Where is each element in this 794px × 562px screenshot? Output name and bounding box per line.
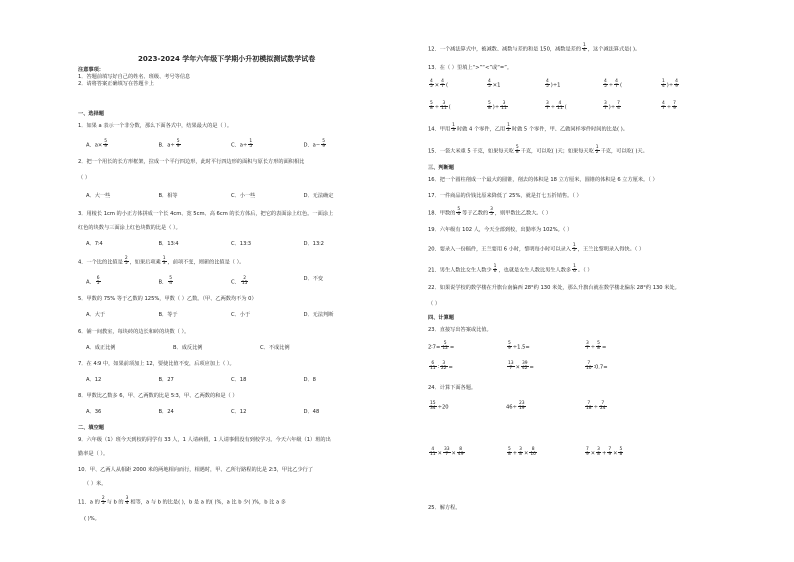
fraction: $\frac{6}{5}$: [96, 276, 100, 287]
q2-options: [86, 194, 376, 200]
q13-row1: [428, 80, 728, 90]
fraction: $\frac{1}{4}$: [583, 43, 586, 54]
fraction: $\frac{4}{5}$: [604, 79, 607, 90]
q6: 6．铺一间教室，每块砖的边长和砖的块数（ ）。: [78, 329, 190, 335]
q4-options: [86, 277, 376, 287]
expression: $\frac{5}{8}$ + $\frac{3}{8}$ × $\frac{8}{10}$: [508, 447, 536, 458]
expression: $\frac{4}{11}$ × $\frac{33}{7}$ × $\frac{8}{49}$: [430, 447, 464, 458]
expression: 46÷ $\frac{23}{19}$: [506, 401, 525, 412]
q5-options: [86, 313, 376, 319]
fraction: $\frac{5}{9}$: [176, 139, 180, 150]
note-2: 2．请将答案正确填写在答题卡上: [78, 81, 154, 87]
option-B[interactable]: B．24: [158, 409, 174, 415]
fraction: $\frac{2}{5}$: [101, 496, 105, 507]
fraction: $\frac{8}{10}$: [530, 447, 536, 458]
fraction: $\frac{7}{18}$: [586, 401, 592, 412]
q20: 20．要录入一份稿件，王兰要用 6 小时，黎明每小时可以录入 $\frac{1}{5}$ ，王兰比黎明录入得快。（ ）: [428, 243, 645, 254]
option-D[interactable]: D．无法判断: [303, 312, 334, 318]
fraction: $\frac{4}{11}$: [557, 101, 563, 112]
fraction: $\frac{15}{34}$: [430, 401, 436, 412]
q25: 25．解方程。: [428, 505, 461, 511]
expression: $\frac{5}{9}$ ÷1.5=: [508, 341, 530, 352]
expression: 2∶7= $\frac{5}{12}$ =: [428, 341, 455, 352]
q9-line2: 勤率是（ ）。: [78, 451, 109, 457]
fraction: $\frac{1}{3}$: [162, 256, 166, 267]
fraction: $\frac{5}{8}$: [488, 101, 491, 112]
option-A[interactable]: A．成正比例: [86, 345, 116, 351]
fraction: $\frac{1}{5}$: [572, 243, 576, 254]
option-A[interactable]: A．大于: [86, 312, 106, 318]
option-C[interactable]: C．12: [231, 409, 247, 415]
note-1: 1．答题前填写好自己的姓名、班级、考号等信息: [78, 74, 191, 80]
option-B[interactable]: B．等于: [158, 312, 178, 318]
section-fill: 二、填空题: [78, 425, 104, 431]
fraction: $\frac{7}{9}$: [586, 447, 589, 458]
fraction: $\frac{2}{15}$: [241, 276, 248, 287]
fraction: $\frac{23}{19}$: [518, 401, 525, 412]
q4: 4．一个比的比值是 $\frac{2}{5}$ ，如果后项乘 $\frac{1}{3}$ ，前项不变，则新的比值是（ ）。: [78, 256, 245, 267]
expression: $\frac{13}{7}$ × $\frac{39}{42}$ =: [508, 361, 534, 372]
expression: $\frac{5}{8}$ ÷ $\frac{3}{11}$ (: [430, 101, 451, 112]
fraction: $\frac{7}{9}$: [673, 101, 676, 112]
q22-line2: （ ）: [428, 301, 441, 307]
expression: $\frac{4}{5}$ × $\frac{4}{7}$ (: [430, 79, 448, 90]
q16: 16．把一个圆柱削成一个最大的圆锥，削去的体积是 18 立方厘米，圆锥的体积是 6 立方厘米。（ ）: [428, 177, 658, 183]
q5: 5．甲数的 75% 等于乙数的 125%，甲数（ ）乙数。（甲、乙两数均不为 0）: [78, 296, 257, 302]
q10-line1: 10．甲、乙两人从相距 2000 米的两地相向而行，相遇时，甲、乙所行路程的比是 2∶3，甲比乙少行了: [78, 467, 314, 473]
q19: 19．六年级有 102 人，今天全部到校，出勤率为 102%。（ ）: [428, 227, 573, 233]
q21: 21．男生人数比女生人数少 $\frac{1}{6}$ ，也就是女生人数比男生人数多 $\frac{1}{6}$ 。（ ）: [428, 264, 593, 275]
fraction: $\frac{8}{49}$: [457, 447, 464, 458]
fraction: $\frac{3}{7}$: [586, 341, 589, 352]
fraction: $\frac{5}{8}$: [515, 145, 519, 156]
section-judge: 三、判断题: [428, 165, 454, 171]
option-B[interactable]: B．13∶4: [158, 241, 179, 247]
fraction: $\frac{5}{9}$: [104, 139, 108, 150]
option-D[interactable]: D．不变: [303, 276, 324, 282]
fraction: $\frac{7}{10}$: [586, 361, 592, 372]
q8-options: [86, 410, 376, 416]
option-B[interactable]: B．相等: [158, 193, 178, 199]
fraction: $\frac{4}{7}$: [441, 79, 444, 90]
q2-line2: （ ）: [78, 175, 91, 181]
fraction: $\frac{4}{5}$: [546, 79, 549, 90]
option-C[interactable]: C．18: [231, 377, 247, 383]
fraction: $\frac{5}{9}$: [322, 139, 326, 150]
fraction: $\frac{5}{6}$: [457, 207, 461, 218]
expression: $\frac{6}{11}$ ∶ $\frac{3}{22}$ =: [430, 361, 453, 372]
fraction: $\frac{39}{42}$: [521, 361, 528, 372]
option-D[interactable]: D．13∶2: [303, 241, 324, 247]
fraction: $\frac{5}{9}$: [508, 341, 511, 352]
fraction: $\frac{4}{7}$: [662, 101, 665, 112]
fraction: $\frac{3}{7}$: [546, 101, 549, 112]
option-C[interactable]: C．13∶3: [231, 241, 252, 247]
fraction: $\frac{5}{12}$: [442, 341, 448, 352]
q1: 1．如果 a 表示一个非分数，那么下面各式中，结果最大的是（ ）。: [78, 123, 233, 129]
option-B[interactable]: B． $\frac{5}{4}$: [158, 276, 173, 287]
fraction: $\frac{3}{5}$: [490, 207, 493, 218]
expression: $\frac{4}{7}$ ÷ $\frac{7}{9}$: [662, 101, 676, 112]
option-A[interactable]: A．12: [86, 377, 102, 383]
q23-row2: [428, 362, 728, 372]
q22-line1: 22．如果说学校的数学楼在升旗台南偏西 28°约 130 米处，那么升旗台就在数学楼北偏东 28°约 130 米处。: [428, 285, 680, 291]
q11-line2: ( )%。: [84, 516, 100, 522]
fraction: $\frac{5}{4}$: [169, 276, 173, 287]
q2-line1: 2．把一个用长的长方形框架，拉成一个平行四边形，此时平行四边形的面积与原长方形的面积相比: [78, 159, 305, 165]
expression: $\frac{7}{10}$ ∶0.7=: [586, 361, 608, 372]
fraction: $\frac{5}{8}$: [430, 101, 433, 112]
q23-row1: [428, 342, 728, 352]
fraction: $\frac{3}{8}$: [597, 447, 600, 458]
fraction: $\frac{1}{4}$: [662, 79, 665, 90]
q9-line1: 9．六年级（1）班今天到校的同学有 33 人，1 人请病假，1 人请事假没有到校学习。今天六年级（1）班的出: [78, 437, 331, 443]
option-D[interactable]: D．a− $\frac{5}{9}$: [303, 139, 326, 150]
q6-options: [86, 346, 376, 352]
expression: $\frac{7}{18}$ ÷ $\frac{7}{24}$: [586, 401, 606, 412]
fraction: $\frac{1}{2}$: [595, 145, 599, 156]
option-A[interactable]: A．7∶4: [86, 241, 103, 247]
fraction: $\frac{3}{8}$: [519, 447, 522, 458]
expression: $\frac{7}{9}$ × $\frac{3}{8}$ + $\frac{7}{9}$ × $\frac{5}{8}$: [586, 447, 623, 458]
option-D[interactable]: D．48: [303, 409, 320, 415]
option-D[interactable]: D．无法确定: [303, 193, 334, 199]
option-A[interactable]: A．大一些: [86, 193, 111, 199]
option-B[interactable]: B．27: [158, 377, 174, 383]
fraction: $\frac{13}{7}$: [508, 361, 514, 372]
option-A[interactable]: A．a× $\frac{5}{9}$: [86, 139, 108, 150]
option-C[interactable]: C． $\frac{2}{15}$: [231, 276, 248, 287]
option-C[interactable]: C．a÷ $\frac{1}{5}$: [231, 139, 253, 150]
fraction: $\frac{3}{11}$: [501, 101, 507, 112]
expression: $\frac{4}{5}$ ×1: [488, 79, 501, 90]
fraction: $\frac{3}{22}$: [440, 361, 447, 372]
option-C[interactable]: C．不成比例: [260, 345, 290, 351]
q8: 8．甲数比乙数多 6，甲、乙两数的比是 5∶3，甲、乙两数的和是（ ）: [78, 393, 238, 399]
q3-line1: 3．用棱长 1cm 的小正方体拼成一个长 4cm、宽 5cm、高 6cm 的长方体后，把它的表面涂上红色。一面涂上: [78, 211, 334, 217]
expression: $\frac{3}{7}$ ÷ $\frac{5}{8}$ =: [586, 341, 607, 352]
fraction: $\frac{1}{3}$: [452, 123, 455, 134]
notes-heading: 注意事项：: [78, 67, 104, 73]
q24-row2: [428, 448, 728, 458]
option-B[interactable]: B．成反比例: [173, 345, 203, 351]
fraction: $\frac{5}{8}$: [597, 341, 600, 352]
q13-row2: [428, 102, 728, 112]
fraction: $\frac{5}{8}$: [619, 447, 623, 458]
fraction: $\frac{6}{11}$: [430, 361, 436, 372]
fraction: $\frac{7}{4}$: [617, 101, 620, 112]
option-B[interactable]: B．a÷ $\frac{5}{9}$: [158, 139, 180, 150]
fraction: $\frac{7}{24}$: [599, 401, 606, 412]
fraction: $\frac{3}{11}$: [441, 101, 447, 112]
q18: 18．甲数的 $\frac{5}{6}$ 等于乙数的 $\frac{3}{5}$ ，则甲数比乙数大。（ ）: [428, 207, 552, 218]
fraction: $\frac{1}{5}$: [249, 139, 253, 150]
fraction: $\frac{4}{7}$: [615, 79, 618, 90]
q1-options: [86, 140, 376, 150]
option-A[interactable]: A．36: [86, 409, 102, 415]
expression: $\frac{3}{7}$ )÷ $\frac{7}{4}$: [604, 101, 620, 112]
q24: 24．计算下面各题。: [428, 385, 477, 391]
fraction: $\frac{4}{9}$: [675, 79, 678, 90]
option-C[interactable]: C．小一些: [231, 193, 256, 199]
option-A[interactable]: A． $\frac{6}{5}$: [86, 276, 100, 287]
section-calc: 四、计算题: [428, 315, 454, 321]
fraction: $\frac{1}{6}$: [493, 264, 497, 275]
q23: 23．直接写出答案或比值。: [428, 327, 492, 333]
q3-options: [86, 242, 376, 248]
section-choice: 一、选择题: [78, 111, 104, 117]
q17: 17．一件商品的价钱比原来降低了 25%，就是打七五折销售。（ ）: [428, 193, 582, 199]
fraction: $\frac{7}{9}$: [608, 447, 612, 458]
fraction: $\frac{4}{5}$: [430, 79, 433, 90]
expression: $\frac{5}{8}$ )÷ $\frac{3}{11}$: [488, 101, 507, 112]
q12: 12．一个减法算式中，被减数、减数与差的和是 150，减数是差的 $\frac{1}{4}$ ，这个减法算式是( )。: [428, 43, 641, 54]
option-C[interactable]: C．小于: [231, 312, 251, 318]
fraction: $\frac{5}{8}$: [508, 447, 511, 458]
q15: 15．一袋大米重 5 千克，如果每天吃 $\frac{5}{8}$ 千克，可以吃( )天；如果每天吃 $\frac{1}{2}$ 千克，可以吃( )天。: [428, 145, 648, 156]
q14: 14．甲用 $\frac{1}{3}$ 时做 4 个零件，乙用 $\frac{1}{2}$ 时做 5 个零件，甲、乙做同样零件时间的比是( )。: [428, 123, 628, 134]
q11: 11．a 的 $\frac{2}{5}$ 与 b 的 $\frac{3}{4}$ 相等，a 与 b 的比是( )，b 是 a 的( )%，a 比 b 少( )%，b 比 a 多: [78, 496, 286, 507]
fraction: $\frac{3}{7}$: [604, 101, 607, 112]
fraction: $\frac{1}{2}$: [507, 123, 510, 134]
expression: $\frac{1}{4}$ )÷ $\frac{4}{9}$: [662, 79, 678, 90]
q10-line2: （ ）米。: [84, 481, 107, 487]
fraction: $\frac{3}{4}$: [125, 496, 129, 507]
q24-row1: [428, 402, 728, 412]
fraction: $\frac{4}{11}$: [430, 447, 436, 458]
expression: $\frac{4}{5}$ )÷1: [546, 79, 561, 90]
expression: $\frac{3}{7}$ ÷ $\frac{4}{11}$ (: [546, 101, 567, 112]
q13: 13．在（ ）里填上“>”“<”或“=”。: [428, 65, 513, 71]
exam-title: 2023-2024 学年六年级下学期小升初模拟测试数学试卷: [138, 55, 316, 63]
q7: 7．在 4∶9 中，如果前项加上 12，要使比值不变，后项应加上（ ）。: [78, 361, 235, 367]
expression: $\frac{15}{34}$ ÷20: [430, 401, 449, 412]
expression: $\frac{4}{5}$ ÷ $\frac{4}{7}$ (: [604, 79, 622, 90]
option-D[interactable]: D．8: [303, 377, 316, 383]
q3-line2: 红色的块数与三面涂上红色块数的比是（ ）。: [78, 225, 181, 231]
fraction: $\frac{33}{7}$: [443, 447, 450, 458]
fraction: $\frac{2}{5}$: [124, 256, 128, 267]
q7-options: [86, 378, 376, 384]
fraction: $\frac{4}{5}$: [488, 79, 491, 90]
fraction: $\frac{1}{6}$: [573, 264, 576, 275]
